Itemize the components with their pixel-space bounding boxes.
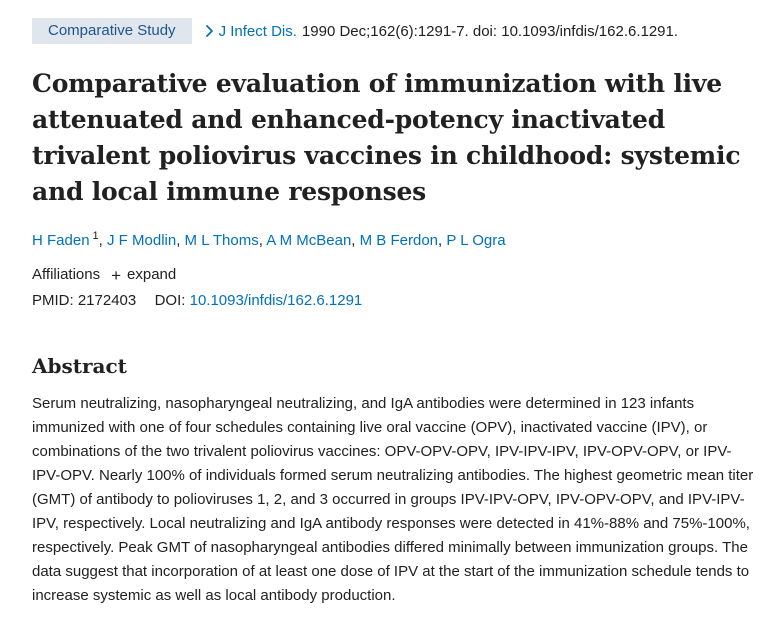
citation-details: 1990 Dec;162(6):1291-7. doi: 10.1093/infdis/162.6.1291. <box>301 22 679 40</box>
doi-label: DOI: <box>154 292 186 309</box>
chevron-right-icon <box>204 24 216 38</box>
journal-name: J Infect Dis. <box>218 22 297 40</box>
author-link[interactable]: A M McBean <box>266 232 352 249</box>
author-link[interactable]: J F Modlin <box>107 232 177 249</box>
author-separator: , <box>258 232 267 249</box>
author-link[interactable]: M B Ferdon <box>359 232 439 249</box>
author-link[interactable]: M L Thoms <box>184 232 259 249</box>
citation-line <box>32 18 756 44</box>
abstract-text: Serum neutralizing, nasopharyngeal neutralizing, and IgA antibodies were determined in 123 infants immunized with one of four schedules containing live oral vaccine (OPV), inactivated vaccine (IPV), or combinations of the two trivalent poliovirus vaccines: OPV-OPV-OPV, IPV-IPV-IPV, IPV-OPV-OPV, or IPV-IPV-OPV. Nearly 100% of individuals formed serum neutralizing antibodies. The highest geometric mean titer (GMT) of antibody to polioviruses 1, 2, and 3 occurred in groups IPV-IPV-OPV, IPV-OPV-OPV, and IPV-IPV-IPV, respectively. Local neutralizing and IgA antibody responses were detected in 41%-88% and 75%-100%, respectively. Peak GMT of nasopharyngeal antibodies differed minimally between immunization groups. The data suggest that incorporation of at least one dose of IPV at the start of the immunization schedule tends to increase systemic as well as local antibody production. <box>32 395 754 604</box>
expand-affiliations-button[interactable] <box>111 264 176 286</box>
author-list <box>32 230 756 252</box>
abstract-heading: Abstract <box>32 354 127 378</box>
author-separator: , <box>176 232 185 249</box>
identifiers-row <box>32 290 756 312</box>
author-link[interactable]: P L Ogra <box>446 232 506 249</box>
doi-link[interactable]: 10.1093/infdis/162.6.1291 <box>189 292 363 309</box>
pmid-value: 2172403 <box>77 292 137 309</box>
article-title: Comparative evaluation of immunization with live attenuated and enhanced-potency inactivated trivalent poliovirus vaccines in childhood: systemic and local immune responses <box>32 69 741 206</box>
affiliations-label: Affiliations <box>32 266 101 283</box>
plus-icon: + <box>111 265 122 285</box>
author-link[interactable]: H Faden <box>32 232 90 249</box>
article-page <box>32 18 756 608</box>
author-separator: , <box>438 232 447 249</box>
expand-label: expand <box>127 266 177 283</box>
publication-type-badge: Comparative Study <box>32 18 192 44</box>
author-separator: , <box>98 232 108 249</box>
affiliation-marker[interactable]: 1 <box>92 230 99 242</box>
journal-link[interactable] <box>204 23 297 40</box>
affiliations-row <box>32 264 756 286</box>
author-separator: , <box>351 232 360 249</box>
pmid-label: PMID: <box>32 292 74 309</box>
